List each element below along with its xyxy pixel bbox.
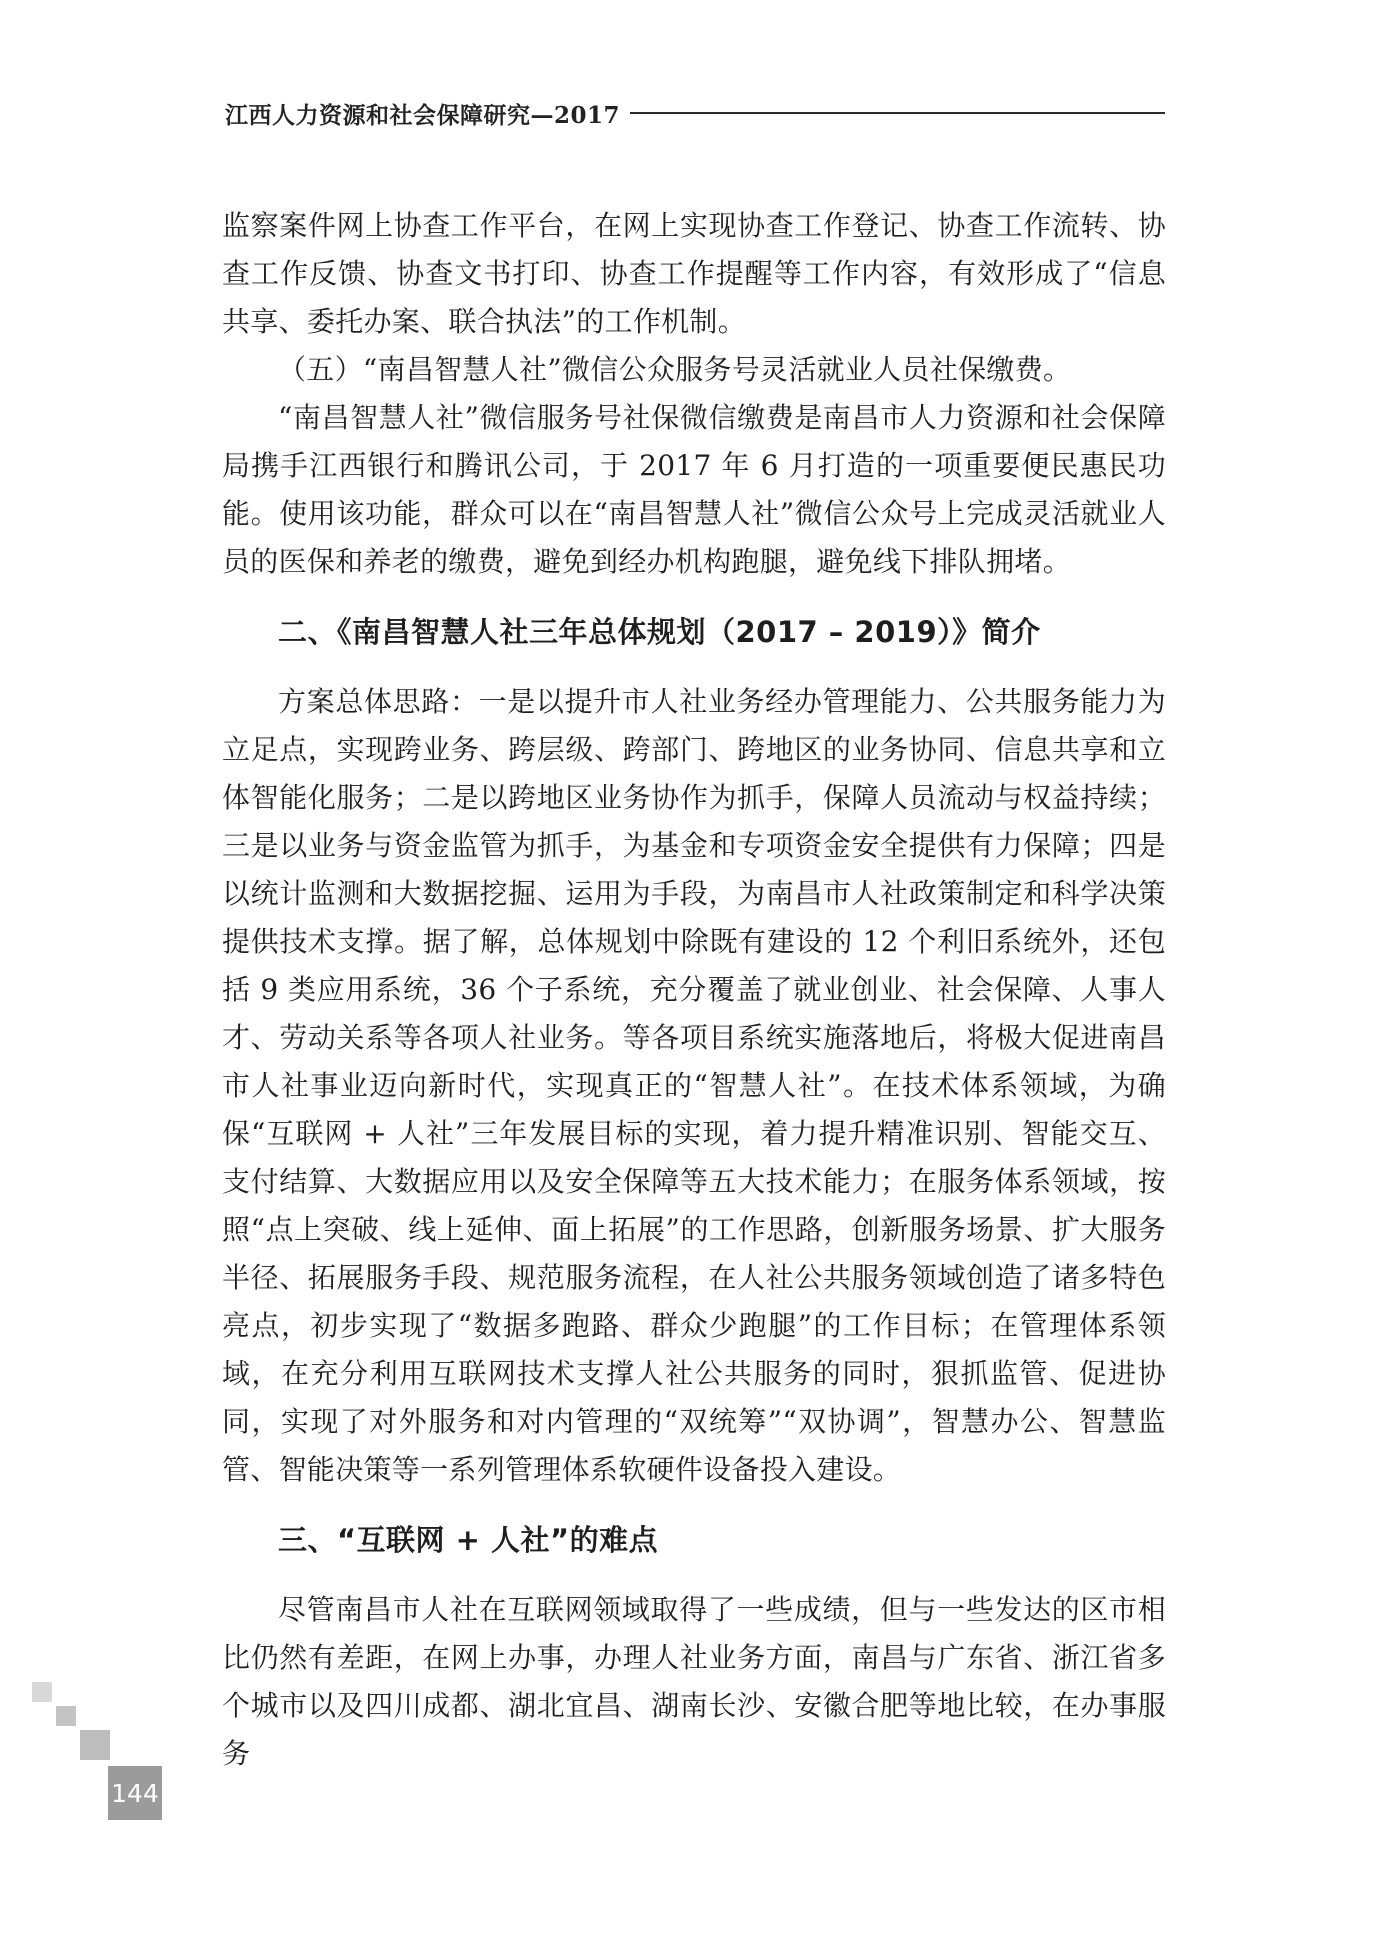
paragraph-plan-overview: 方案总体思路：一是以提升市人社业务经办管理能力、公共服务能力为立足点，实现跨业务、跨层级、跨部门、跨地区的业务协同、信息共享和立体智能化服务；二是以跨地区业务协作为抓手，保障人员流动与权益持续；三是以业务与资金监管为抓手，为基金和专项资金安全提供有力保障；四是以统计监测和大数据挖掘、运用为手段，为南昌市人社政策制定和科学决策提供技术支撑。据了解，总体规划中除既有建设的 12 个利旧系统外，还包括 9 类应用系统，36 个子系统，充分覆盖了就业创业、社会保障、人事人才、劳动关系等各项人社业务。等各项目系统实施落地后，将极大促进南昌市人社事业迈向新时代，实现真正的“智慧人社”。在技术体系领域，为确保“互联网 + 人社”三年发展目标的实现，着力提升精准识别、智能交互、支付结算、大数据应用以及安全保障等五大技术能力；在服务体系领域，按照“点上突破、线上延伸、面上拓展”的工作思路，创新服务场景、扩大服务半径、拓展服务手段、规范服务流程，在人社公共服务领域创造了诸多特色亮点，初步实现了“数据多跑路、群众少跑腿”的工作目标；在管理体系领域，在充分利用互联网技术支撑人社公共服务的同时，狠抓监管、促进协同，实现了对外服务和对内管理的“双统筹”“双协调”，智慧办公、智慧监管、智能决策等一系列管理体系软硬件设备投入建设。 [222,685,1166,1486]
page-number: 144 [111,1778,159,1808]
subsection-heading-5: （五）“南昌智慧人社”微信公众服务号灵活就业人员社保缴费。 [278,353,1072,386]
header-rule [630,112,1165,114]
running-header [225,96,1165,130]
section-heading-3: 三、“互联网 + 人社”的难点 [278,1523,659,1557]
paragraph-difficulties: 尽管南昌市人社在互联网领域取得了一些成绩，但与一些发达的区市相比仍然有差距，在网上办事，办理人社业务方面，南昌与广东省、浙江省多个城市以及四川成都、湖北宜昌、湖南长沙、安徽合肥等地比较，在办事服务 [222,1593,1166,1770]
page-body [222,202,1166,1778]
decorative-square [32,1682,52,1702]
decorative-square [80,1730,110,1760]
paragraph-continued: 监察案件网上协查工作平台，在网上实现协查工作登记、协查工作流转、协查工作反馈、协查文书打印、协查工作提醒等工作内容，有效形成了“信息共享、委托办案、联合执法”的工作机制。 [222,209,1166,338]
paragraph-wechat-payment: “南昌智慧人社”微信服务号社保微信缴费是南昌市人力资源和社会保障局携手江西银行和腾讯公司，于 2017 年 6 月打造的一项重要便民惠民功能。使用该功能，群众可以在“南昌智慧人社”微信公众号上完成灵活就业人员的医保和养老的缴费，避免到经办机构跑腿，避免线下排队拥堵。 [222,401,1166,578]
running-header-title: 江西人力资源和社会保障研究—2017 [225,101,621,129]
decorative-square [56,1706,76,1726]
section-heading-2: 二、《南昌智慧人社三年总体规划（2017 – 2019）》简介 [278,615,1041,649]
page-number-box [108,1766,162,1820]
